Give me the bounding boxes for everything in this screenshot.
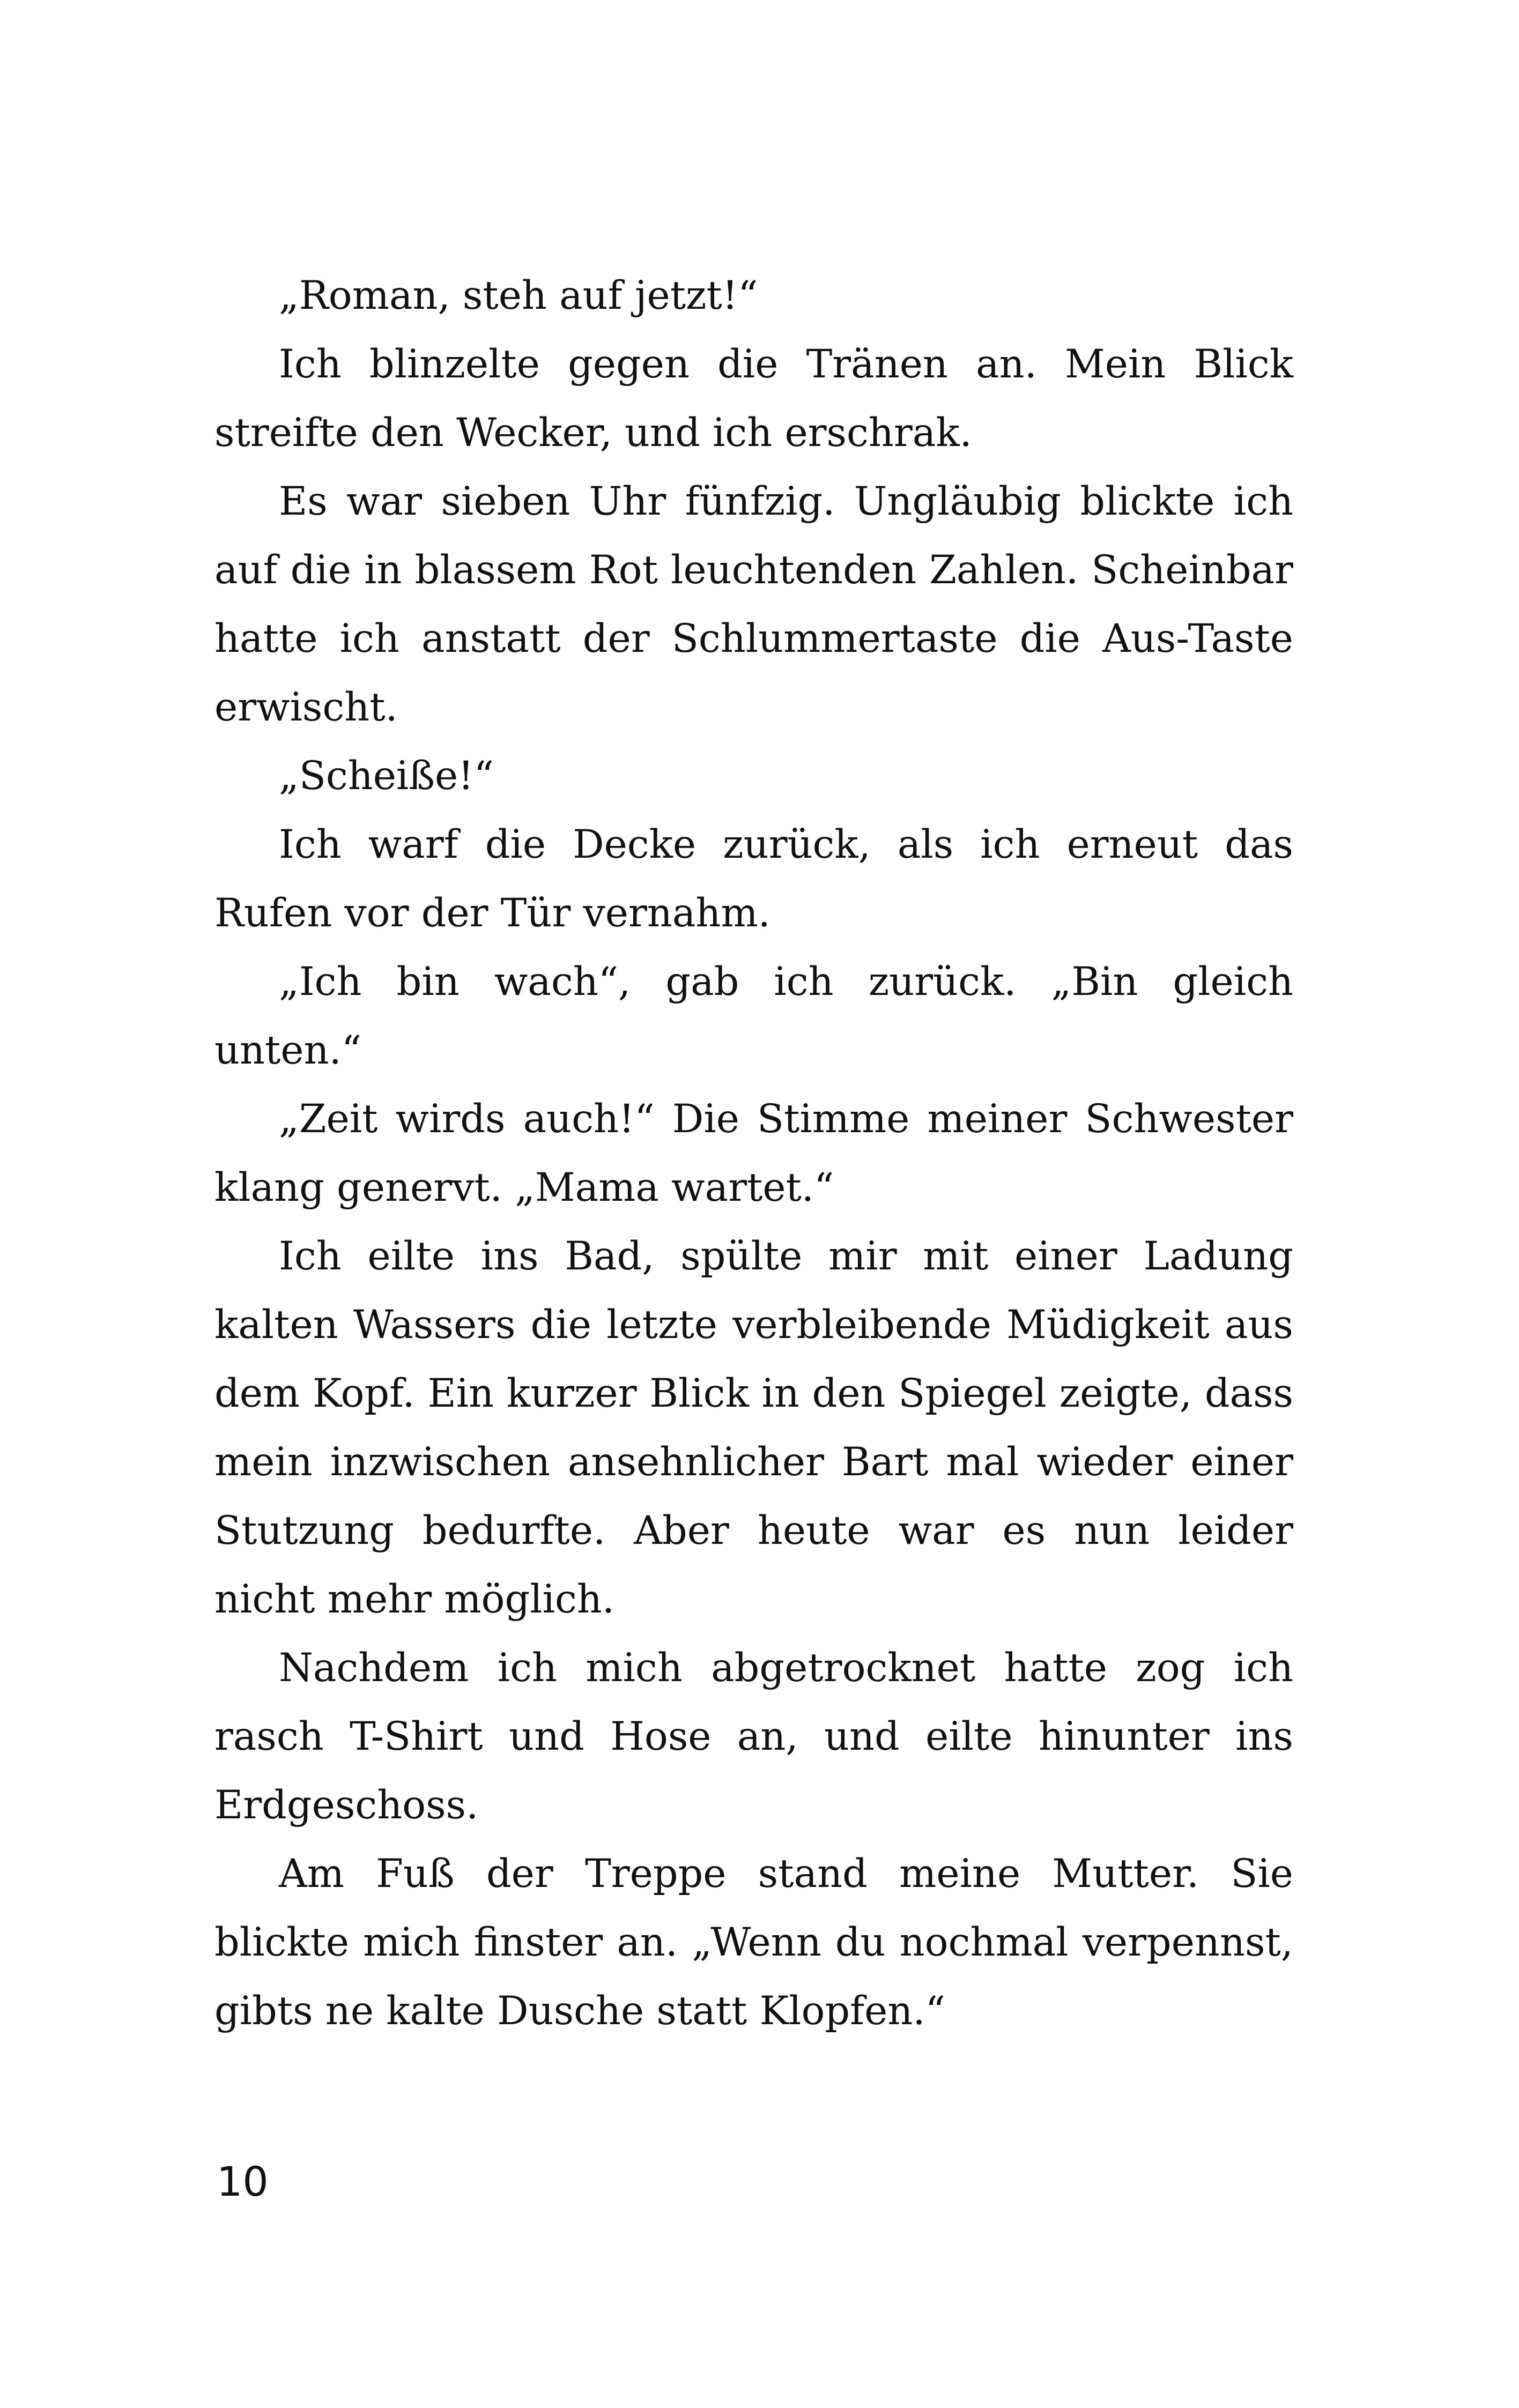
paragraph-2: Ich blinzelte gegen die Tränen an. Mein Blick streifte den Wecker, und ich erschrak. <box>214 341 1293 456</box>
page-number: 10 <box>217 2158 269 2205</box>
paragraph-9: Nachdem ich mich abgetrocknet hatte zog ich rasch T-Shirt und Hose an, und eilte hinunter ins Erdgeschoss. <box>214 1645 1293 1828</box>
paragraph-10: Am Fuß der Treppe stand meine Mutter. Sie blickte mich finster an. „Wenn du nochmal verpennst, gibts ne kalte Dusche statt Klopfen.“ <box>214 1851 1293 2034</box>
paragraph-7: „Zeit wirds auch!“ Die Stimme meiner Schwester klang genervt. „Mama wartet.“ <box>214 1096 1293 1210</box>
paragraph-5: Ich warf die Decke zurück, als ich erneut das Rufen vor der Tür vernahm. <box>214 822 1293 936</box>
paragraph-3: Es war sieben Uhr fünfzig. Ungläubig blickte ich auf die in blassem Rot leuchtenden Zahlen. Scheinbar hatte ich anstatt der Schlummertaste die Aus-Taste erwischt. <box>214 479 1293 730</box>
paragraph-6: „Ich bin wach“, gab ich zurück. „Bin gleich unten.“ <box>214 959 1293 1073</box>
paragraph-4: „Scheiße!“ <box>279 753 494 799</box>
paragraph-8: Ich eilte ins Bad, spülte mir mit einer Ladung kalten Wassers die letzte verbleibende Müdigkeit aus dem Kopf. Ein kurzer Blick in den Spiegel zeigte, dass mein inzwischen ansehnlicher Bart mal wieder einer Stutzung bedurfte. Aber heute war es nun leider nicht mehr möglich. <box>214 1233 1293 1622</box>
paragraph-1: „Roman, steh auf jetzt!“ <box>279 273 758 318</box>
body-text <box>214 262 1293 2046</box>
